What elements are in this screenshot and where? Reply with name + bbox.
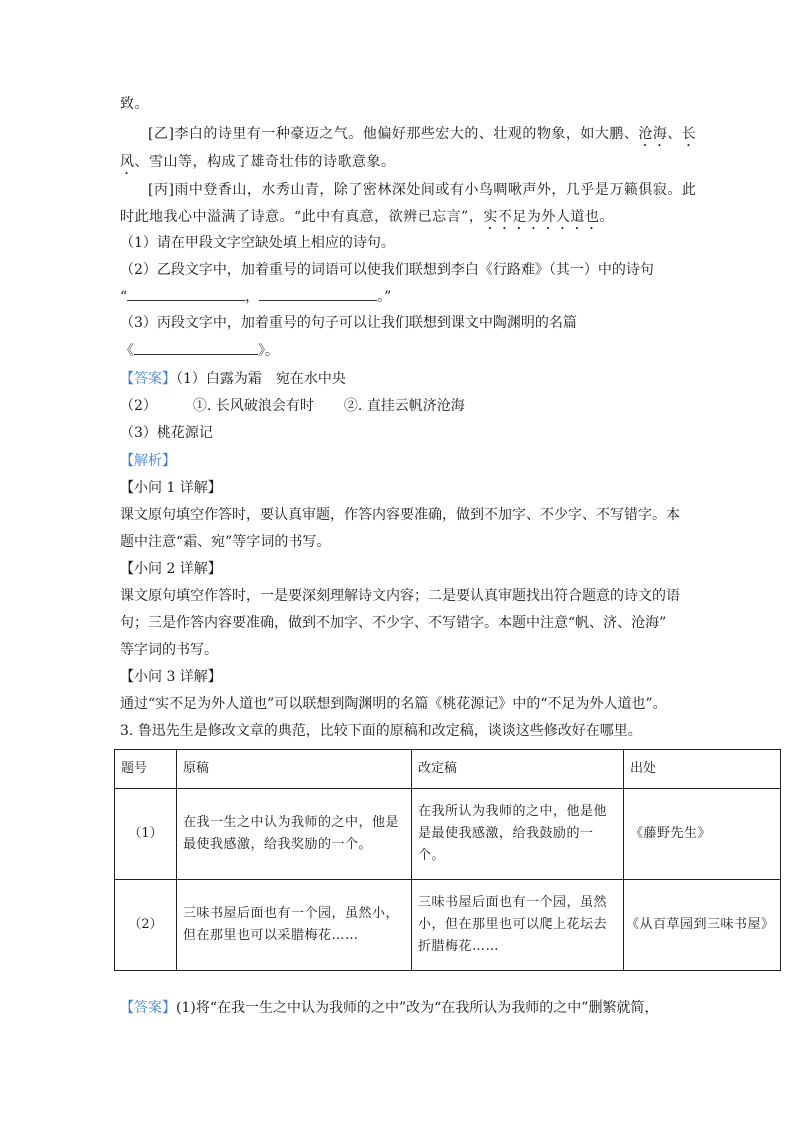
text-span: （1）请在甲段文字空缺处填上相应的诗句。 [120, 235, 395, 251]
cell-line: 折腊梅花…… [418, 939, 500, 954]
text-span: 《 [120, 343, 134, 359]
text-span: 。” [377, 289, 392, 305]
text-line [148, 180, 696, 200]
table-cell-number: （1） [115, 789, 177, 880]
answer-blank[interactable] [127, 286, 245, 301]
text-span: 【小问 1 详解】 [120, 480, 222, 496]
text-span: 致。 [120, 96, 149, 112]
text-line [120, 613, 666, 633]
text-line [148, 124, 696, 150]
text-span: 通过“实不足为外人道也”可以联想到陶渊明的名篇《桃花源记》中的“不足为外人道也”。 [120, 696, 667, 712]
text-span: 、雪山等，构成了雄奇壮伟的诗歌意象。 [134, 154, 396, 170]
text-span: 3. 鲁迅先生是修改文章的典范，比较下面的原稿和改定稿，谈谈这些修改好在哪里。 [120, 723, 642, 739]
text-span: 等字词的书写。 [120, 642, 218, 658]
table-header-row [115, 750, 781, 789]
emphasized-word: 沧海 [638, 126, 668, 142]
text-span: 题中注意“霜、宛”等字词的书写。 [120, 534, 331, 550]
emphasized-sentence: 实不足为外人道也 [483, 209, 600, 225]
table-cell-original [177, 789, 412, 880]
answer-blank-line [120, 340, 279, 361]
cell-line: 小，但在那里也可以爬上花坛去 [418, 917, 608, 932]
cell-line: 三味书屋后面也有一个园，虽然 [418, 895, 608, 910]
table-cell-original [177, 880, 412, 971]
question-line [120, 233, 395, 253]
subquestion-heading [120, 559, 222, 579]
text-span: ①. 长风破浪会有时 [192, 398, 314, 414]
cell-line: 最使我感激，给我奖励的一个。 [183, 837, 373, 852]
text-span: ②. 直挂云帆济沧海 [343, 398, 465, 414]
cell-line: 在我所认为我师的之中，他是他 [418, 804, 608, 819]
text-span: 【解析】 [120, 453, 176, 469]
question-line [120, 721, 642, 741]
table-header-cell: 原稿 [177, 750, 412, 789]
text-span: (1)将“在我一生之中认为我师的之中”改为“在我所认为我师的之中”删繁就简， [176, 1000, 659, 1016]
text-span: “ [120, 289, 128, 305]
text-line [120, 640, 218, 660]
emphasized-word: 长 [681, 126, 697, 142]
table-cell-revised [412, 789, 624, 880]
subquestion-heading [120, 478, 222, 498]
text-span: 句；三是作答内容要准确，做到不加字、不少字、不写错字。本题中注意“帆、济、沧海” [120, 615, 667, 631]
text-span: 》。 [258, 343, 279, 359]
text-line [120, 505, 680, 525]
subquestion-heading [120, 667, 222, 687]
answer-blank[interactable] [134, 340, 258, 355]
comparison-table [114, 749, 781, 971]
table-header-cell: 题号 [115, 750, 177, 789]
answer-line [120, 998, 658, 1018]
cell-line: 在我一生之中认为我师的之中，他是 [183, 815, 400, 830]
question-line [120, 313, 577, 333]
text-span: （2）乙段文字中，加着重号的词语可以使我们联想到李白《行路难》（其一）中的诗句 [120, 262, 654, 278]
text-line [120, 694, 667, 714]
table-cell-number: （2） [115, 880, 177, 971]
answer-blank[interactable] [259, 286, 377, 301]
text-span: （3）桃花源记 [120, 425, 213, 441]
table-header-cell: 出处 [624, 750, 781, 789]
text-span: （3）丙段文字中，加着重号的句子可以让我们联想到课文中陶渊明的名篇 [120, 315, 577, 331]
analysis-label [120, 451, 176, 471]
table-cell-source: 《从百草园到三味书屋》 [624, 880, 781, 971]
answer-label: 【答案】 [120, 1000, 176, 1016]
cell-line: 但在那里也可以采腊梅花…… [183, 928, 359, 943]
emphasized-word: 风 [120, 154, 135, 170]
table-cell-revised [412, 880, 624, 971]
text-line [120, 152, 396, 178]
answer-line [120, 369, 346, 389]
text-span: 【小问 2 详解】 [120, 561, 222, 577]
answer-blank-line [120, 286, 391, 307]
text-span: 课文原句填空作答时，要认真审题，作答内容要准确，做到不加字、不少字、不写错字。本 [120, 507, 680, 523]
cell-line: 是最使我感激，给我鼓励的一 [418, 826, 594, 841]
text-span: （2） [120, 398, 157, 414]
text-span: 时此地我心中溢满了诗意。“此中有真意，欲辨已忘言”， [120, 209, 484, 225]
text-line [120, 586, 680, 606]
table-row [115, 789, 781, 880]
table-cell-source: 《藤野先生》 [624, 789, 781, 880]
text-span: ， [245, 289, 260, 305]
table-row [115, 880, 781, 971]
answer-label: 【答案】 [120, 371, 176, 387]
cell-line: 个。 [418, 848, 446, 863]
answer-line [120, 423, 213, 443]
text-span: 、 [667, 126, 682, 142]
text-line [120, 207, 614, 233]
text-line [120, 532, 330, 552]
text-span: [乙]李白的诗里有一种豪迈之气。他偏好那些宏大的、壮观的物象，如大鹏、 [148, 126, 639, 142]
text-span: （1）白露为霜 宛在水中央 [176, 371, 346, 387]
text-span: 。 [599, 209, 614, 225]
text-line [120, 94, 149, 114]
table-header-cell: 改定稿 [412, 750, 624, 789]
answer-line [120, 396, 465, 416]
text-span: 课文原句填空作答时，一是要深刻理解诗文内容；二是要认真审题找出符合题意的诗文的语 [120, 588, 680, 604]
question-line [120, 260, 654, 280]
text-span: [丙]雨中登香山，水秀山青，除了密林深处间或有小鸟啁啾声外，几乎是万籁俱寂。此 [148, 182, 697, 198]
text-span: 【小问 3 详解】 [120, 669, 222, 685]
cell-line: 三味书屋后面也有一个园，虽然小， [183, 906, 400, 921]
